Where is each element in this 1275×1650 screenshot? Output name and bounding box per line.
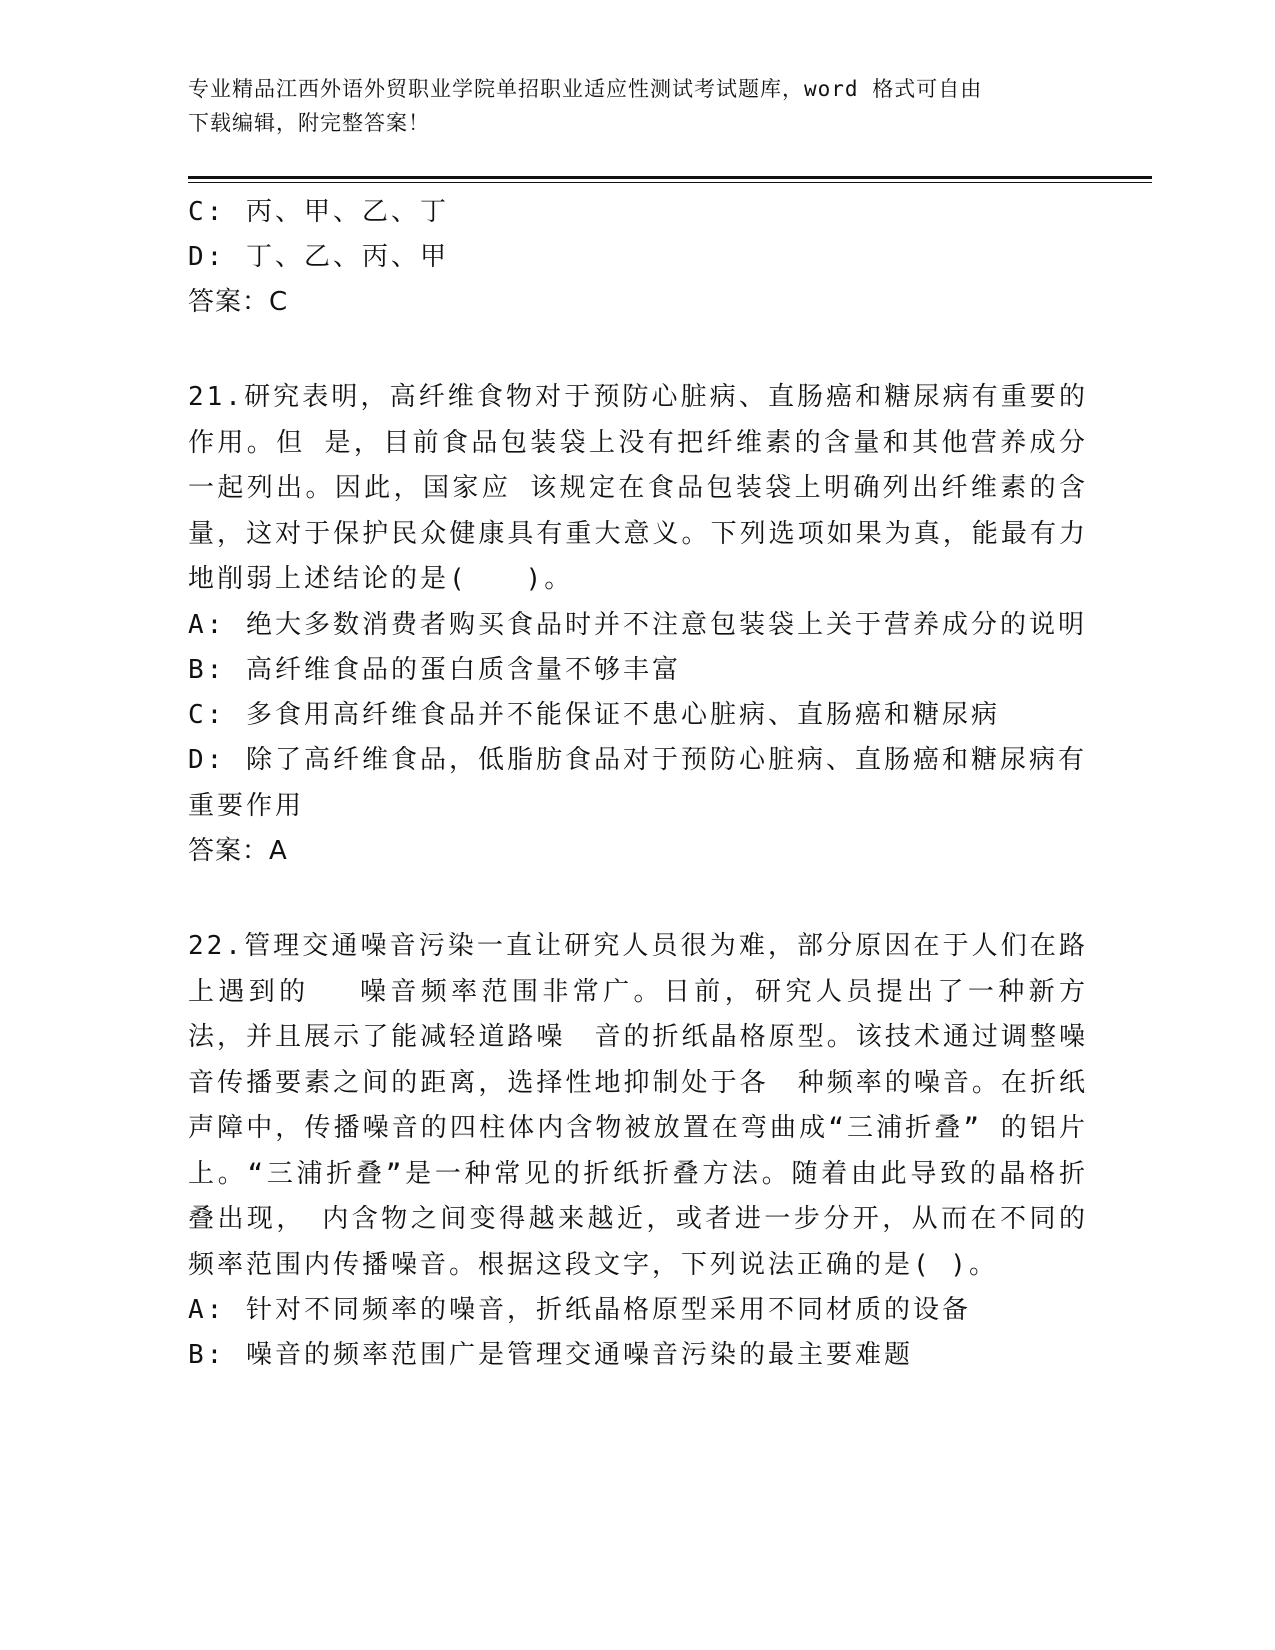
option-key: D: (188, 745, 226, 775)
option-text: 除了高纤维食品，低脂肪食品对于预防心脏病、直肠癌和糖尿病有重要作用 (188, 745, 1088, 821)
header-divider-thick (188, 176, 1152, 179)
answer-line: 答案：A (188, 836, 288, 866)
header-line-1: 专业精品江西外语外贸职业学院单招职业适应性测试考试题库，word 格式可自由 (188, 77, 983, 101)
q22-option-b (188, 1333, 1088, 1378)
option-text: 丁、乙、丙、甲 (246, 242, 450, 272)
q21-option-a (188, 603, 1088, 649)
q22-option-a (188, 1288, 1088, 1333)
q21-option-b (188, 648, 1088, 693)
option-text: 高纤维食品的蛋白质含量不够丰富 (246, 655, 682, 685)
option-text: 噪音的频率范围广是管理交通噪音污染的最主要难题 (246, 1340, 914, 1370)
option-key: B: (188, 1340, 226, 1370)
option-d (188, 235, 1088, 280)
question-22-stem: 22.管理交通噪音污染一直让研究人员很为难，部分原因在于人们在路上遇到的 噪音频率范围非常广。日前，研究人员提出了一种新方法，并且展示了能减轻道路噪 音的折纸晶格原型。该技术通过调整噪音传播要素之间的距离，选择性地抑制处于各 种频率的噪音。在折纸声障中，传播噪音的四柱体内含物被放置在弯曲成“三浦折叠” 的铝片上。“三浦折叠”是一种常见的折纸折叠方法。随着由此导致的晶格折叠出现， 内含物之间变得越来越近，或者进一步分开，从而在不同的频率范围内传播噪音。根据这段文字，下列说法正确的是( )。 (188, 931, 1088, 1280)
question-21-stem: 21.研究表明，高纤维食物对于预防心脏病、直肠癌和糖尿病有重要的作用。但 是，目前食品包装袋上没有把纤维素的含量和其他营养成分一起列出。因此，国家应 该规定在食品包装袋上明确列出纤维素的含量，这对于保护民众健康具有重大意义。下列选项如果为真，能最有力地削弱上述结论的是( )。 (188, 382, 1088, 594)
spacer (188, 874, 1088, 924)
option-text: 绝大多数消费者购买食品时并不注意包装袋上关于营养成分的说明 (246, 609, 1088, 640)
option-key: B: (188, 655, 226, 685)
option-text: 针对不同频率的噪音，折纸晶格原型采用不同材质的设备 (246, 1295, 972, 1325)
option-key: A: (188, 609, 226, 640)
option-text: 丙、甲、乙、丁 (246, 197, 450, 227)
option-key: C: (188, 700, 226, 730)
option-c (188, 190, 1088, 235)
page-header (188, 72, 1068, 140)
q21-option-d (188, 738, 1088, 829)
q21-option-c (188, 693, 1088, 738)
option-key: D: (188, 242, 226, 272)
option-text: 多食用高纤维食品并不能保证不患心脏病、直肠癌和糖尿病 (246, 700, 1001, 730)
option-key: A: (188, 1295, 226, 1325)
page-content (188, 190, 1088, 1378)
spacer (188, 325, 1088, 375)
header-line-2: 下载编辑，附完整答案！ (188, 111, 430, 135)
option-key: C: (188, 197, 226, 227)
answer-line: 答案：C (188, 287, 289, 317)
header-divider-thin (188, 182, 1152, 183)
